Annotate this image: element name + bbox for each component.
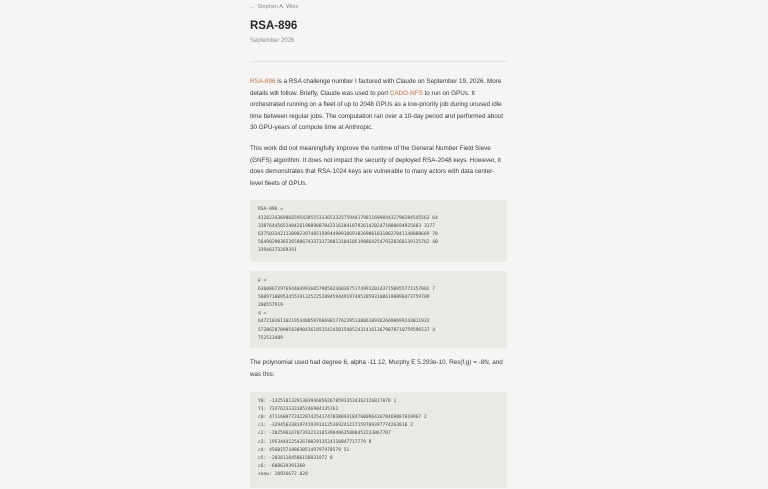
code-block-polynomial	[250, 392, 507, 488]
intro-text-a: is a RSA challenge number I factored with Claude on September 19, 2026. More details will follow. Briefly, Claude was used to port	[250, 78, 502, 97]
paragraph-impact: This work did not meaningfully improve the runtime of the General Number Field Sieve (GNFS) algorithm. It does not impact the security of deployed RSA-2048 keys. However, it does demonstrates that RSA-1024 keys are vulnerable to many actors with data center-level fleets of GPUs.	[250, 144, 501, 187]
code-line: c4: 45601571886305149797970579 51	[258, 447, 350, 453]
code-line: skew: 20926672.028	[258, 472, 308, 478]
code-line: p =	[258, 278, 267, 284]
code-line: 200557919	[258, 302, 283, 308]
code-block-rsa-number	[250, 200, 507, 262]
back-arrow-icon: ←	[250, 4, 256, 10]
divider	[250, 61, 507, 62]
code-line: Y1: 7347623333185246984135261	[258, 406, 339, 412]
code-line: 64721016110219544805876869817762395138061093626698699243011933	[258, 319, 430, 325]
code-line: q =	[258, 311, 267, 317]
code-line: 63750334211309823974851509449891069102698618318627041148088669 70	[258, 231, 438, 237]
rsa-896-link[interactable]: RSA-896	[250, 78, 276, 85]
code-line: 57286287090583090436185154245015485243141613679078710759596537 4	[258, 327, 436, 333]
code-line: 33946373269391	[258, 248, 297, 254]
code-line: 752513489	[258, 335, 283, 341]
cado-nfs-link[interactable]: CADO-NFS	[389, 89, 423, 97]
code-line: 50097180953455191325225209459449197495285931086198890473759709	[258, 294, 430, 300]
code-line: c3: 19534441254267002913524110047717779 8	[258, 439, 372, 445]
paragraph-intro	[250, 76, 507, 134]
paragraph-polynomial: The polynomial used had degree 6, alpha -11.12, Murphy E 5.293e-10, Res(f,g) = -8N, and was this:	[250, 359, 503, 378]
code-line: 63608672976944049916657905023603675174991201437150955771357002 7	[258, 286, 436, 292]
code-line: 33876445652484261980988704231610418792614202471888694925603 3177	[258, 223, 436, 229]
code-line: Y0: -1325181329138394685626785933534362126817870 1	[258, 398, 397, 404]
intro-text-b: to run on GPUs. It orchestrated running on a fleet of up to 2048 GPUs as a low-priority job during unused idle time between regular jobs. The computation ran over a 10-day period and performed about 30 GPU-years of compute time at Anthropic.	[250, 89, 503, 132]
article	[250, 0, 507, 488]
code-line: 41202343698665954385553136533257594817981169984432798284545562 64	[258, 215, 438, 221]
code-line: c0: 4711680772422874254174703889318476009643678469887019967 2	[258, 414, 427, 420]
author-name: Stephen A. Weis	[257, 4, 299, 10]
code-block-factors	[250, 271, 507, 348]
code-line: c2: -2025961670739321318539049635008452233067707	[258, 431, 391, 437]
code-line: c5: -20381184586158831972 0	[258, 455, 333, 461]
post-date: September 2026	[250, 38, 295, 44]
page-title: RSA-896	[250, 20, 298, 32]
code-line: RSA-896 =	[258, 207, 283, 213]
back-link[interactable]	[250, 4, 507, 10]
code-line: 56490290365365886743373172001310410519086425479328260139125762 40	[258, 240, 438, 246]
code-line: c1: -3294563381974193914125369241217159709397774263016 2	[258, 423, 413, 429]
code-line: c6: -608639391360	[258, 464, 306, 470]
